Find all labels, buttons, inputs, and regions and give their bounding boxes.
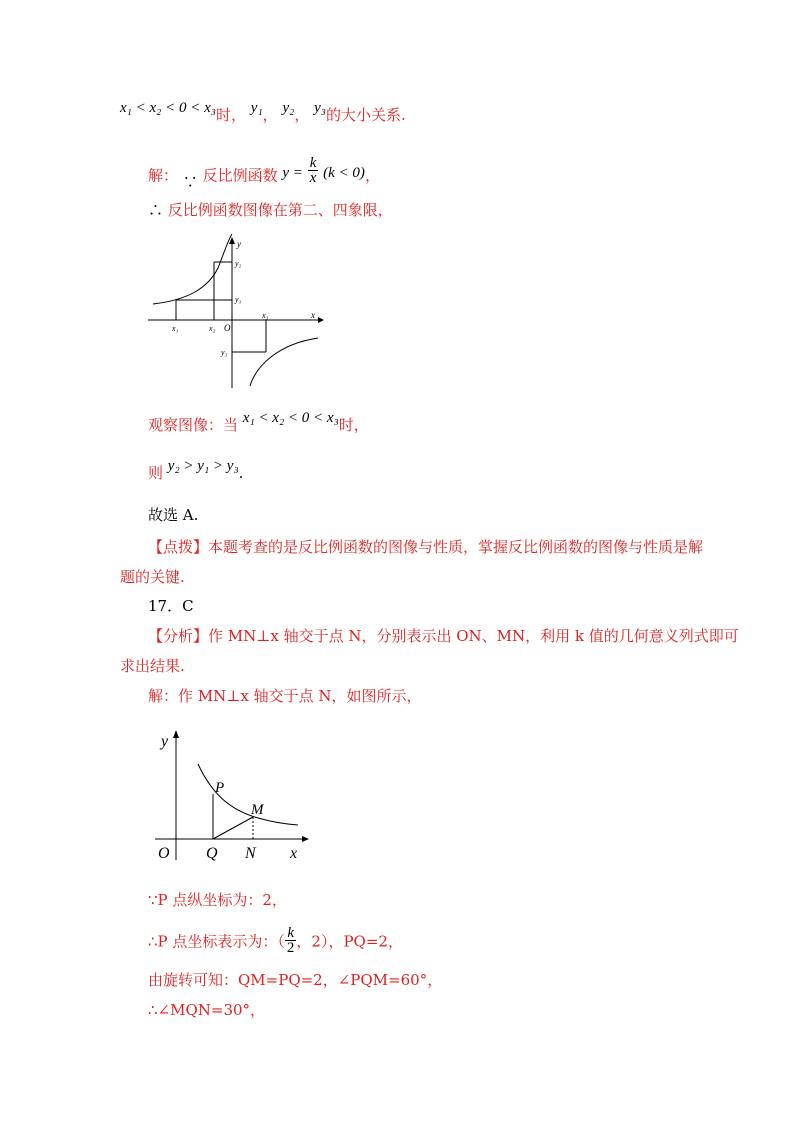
tip-line	[148, 537, 703, 557]
graph2-o-label: O	[158, 845, 170, 862]
graph1-y2-label: y₂	[235, 259, 242, 268]
comma: ，	[364, 166, 380, 185]
p-coordinate-pre: ∴P 点坐标表示为：（	[148, 932, 285, 951]
solution-17-text: 解：作 MN⊥x 轴交于点 N，如图所示，	[148, 687, 422, 705]
ze-text: 则	[148, 464, 164, 482]
observe-line	[148, 410, 369, 436]
x-axis-arrow	[302, 836, 309, 842]
p-y-coordinate-text: ∵P 点纵坐标为：2，	[148, 891, 287, 909]
y1-symbol: y₁	[250, 100, 263, 116]
fraction-numerator: k	[309, 155, 317, 171]
graph2-m-label: M	[251, 802, 264, 818]
graph2-n-label: N	[245, 845, 256, 862]
tip-text: 【点拨】本题考查的是反比例函数的图像与性质，掌握反比例函数的图像与性质是解	[148, 538, 704, 556]
graph1-y-label: y	[237, 239, 241, 249]
k-condition: (k < 0)	[323, 164, 365, 181]
p-coordinate-line	[148, 925, 403, 957]
question-17-answer: 17．C	[148, 597, 194, 615]
graph2-y-label: y	[161, 733, 169, 750]
analysis-line-2	[120, 656, 185, 676]
answer-text: 故选 A.	[148, 506, 199, 524]
y-equals: y =	[282, 164, 303, 181]
tip-text-2: 题的关键.	[120, 568, 185, 586]
graph1-x2-label: x₂	[209, 324, 216, 333]
y3-symbol: y₃	[314, 100, 326, 116]
tip-line-2	[120, 567, 185, 587]
k-over-x-fraction	[308, 156, 319, 185]
analysis-text: 【分析】作 MN⊥x 轴交于点 N，分别表示出 ON、MN，利用 k 值的几何意义列式即可	[148, 627, 739, 645]
graph1-x-label: x	[311, 310, 315, 320]
x-axis-arrow	[318, 317, 324, 323]
tail-text: 的大小关系.	[326, 106, 406, 124]
k-over-2-fraction	[285, 926, 297, 955]
observe-end: 时，	[338, 416, 369, 434]
rotation-text: 由旋转可知：QM=PQ=2，∠PQM=60°，	[148, 971, 443, 989]
analysis-line	[148, 626, 739, 646]
period: .	[238, 464, 244, 482]
function-text: 反比例函数	[202, 166, 278, 185]
result-line	[148, 458, 244, 484]
quadrant-line	[148, 200, 393, 220]
y2-symbol: y₂	[282, 100, 295, 116]
solution-intro-line	[148, 155, 380, 191]
rotation-line	[148, 970, 442, 990]
graph2-q-label: Q	[206, 845, 218, 862]
p-coordinate-post: ，2），PQ=2，	[296, 932, 403, 951]
analysis-text-2: 求出结果.	[120, 657, 185, 675]
separator: ，	[294, 106, 310, 124]
hyperbola-graph	[148, 228, 328, 390]
therefore-symbol: ∴	[148, 201, 164, 219]
rotation-graph	[150, 722, 320, 867]
because-symbol: ∵	[182, 172, 198, 191]
question-17-line	[148, 596, 194, 616]
quadrant-text: 反比例函数图像在第二、四象限，	[167, 201, 393, 219]
angle-line	[148, 1000, 265, 1020]
shi-text: 时，	[215, 106, 246, 124]
result-relation: y₂ > y₁ > y₃	[167, 458, 239, 474]
graph2-x-label: x	[290, 845, 298, 862]
y-axis-arrow	[173, 730, 179, 738]
graph1-x1-label: x₁	[172, 324, 179, 333]
angle-text: ∴∠MQN=30°，	[148, 1001, 266, 1019]
p-y-coordinate-line	[148, 890, 287, 910]
graph2-p-label: P	[215, 780, 225, 796]
fraction-numerator: k	[285, 926, 297, 941]
condition-math: x₁ < x₂ < 0 < x₃	[120, 100, 216, 116]
hyperbola-branch-q4	[250, 338, 318, 386]
jie-label: 解：	[148, 166, 179, 185]
separator: ，	[262, 106, 278, 124]
answer-line	[148, 505, 198, 525]
graph1-x3-label: x₃	[262, 311, 269, 320]
graph1-y3-label: y₃	[221, 348, 228, 357]
fraction-denominator: 2	[286, 940, 295, 956]
observe-condition: x₁ < x₂ < 0 < x₃	[242, 410, 339, 426]
segment-qm	[213, 817, 253, 839]
graph1-y1-label: y₁	[235, 295, 242, 304]
fraction-denominator: x	[309, 170, 317, 186]
graph1-origin-label: O	[224, 323, 231, 333]
hyperbola-branch-q2	[153, 234, 232, 304]
observe-text: 观察图像：当	[148, 416, 239, 434]
solution-17-line	[148, 686, 421, 706]
question-condition-line	[120, 100, 406, 126]
